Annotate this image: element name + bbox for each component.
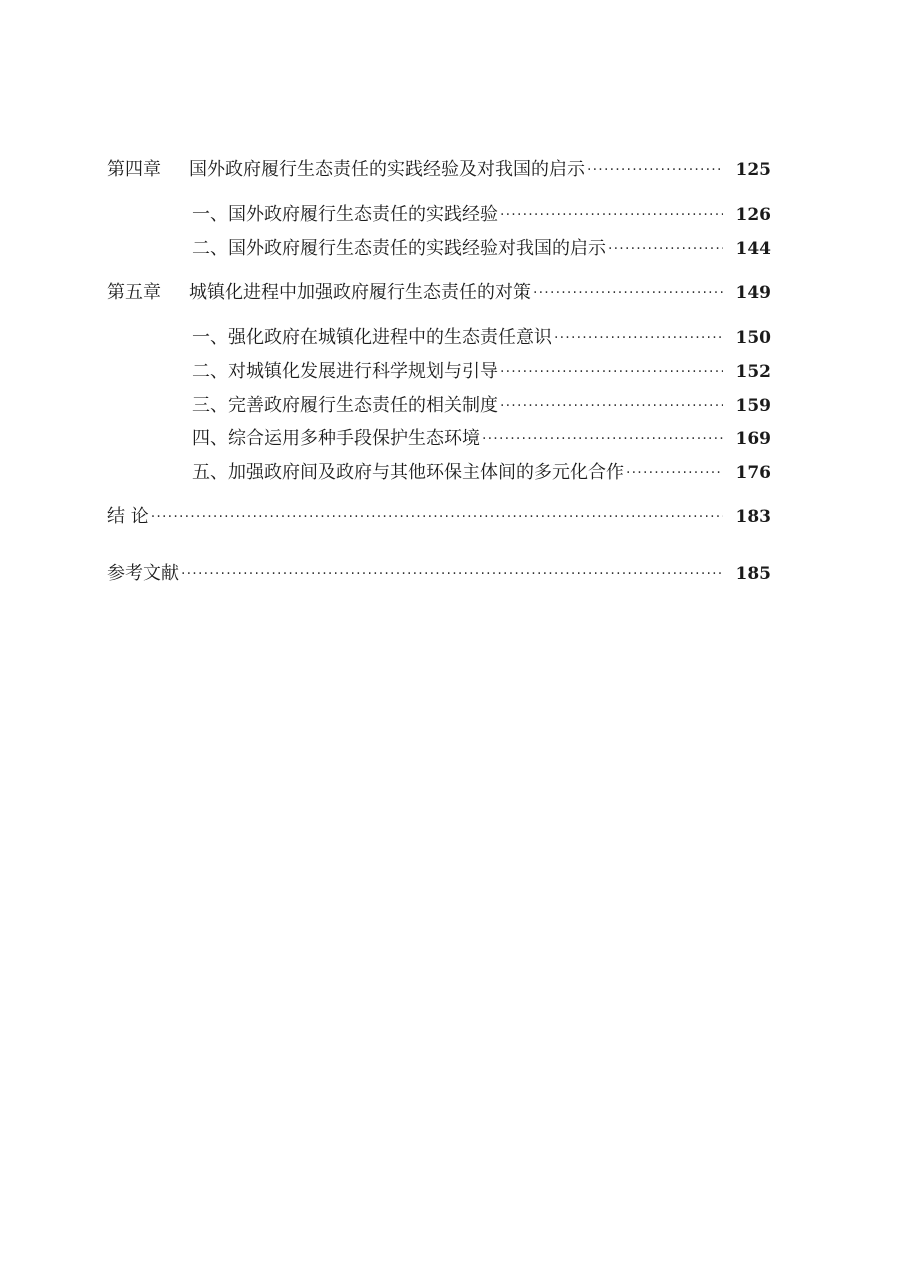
toc-entry-section[interactable] [192,426,771,452]
chapter-title: 城镇化进程中加强政府履行生态责任的对策 [189,282,531,303]
toc-entry-section[interactable] [192,236,771,262]
toc-entry-references[interactable] [107,561,771,587]
dot-leader [587,157,723,183]
toc-entry-section[interactable] [192,393,771,419]
dot-leader [500,202,723,228]
page-number: 152 [735,362,771,382]
section-title: 二、国外政府履行生态责任的实践经验对我国的启示 [192,238,606,259]
dot-leader [533,280,723,306]
toc-entry-conclusion[interactable] [107,504,771,530]
dot-leader [608,236,723,262]
section-title: 一、国外政府履行生态责任的实践经验 [192,204,498,225]
dot-leader [151,504,723,530]
toc-entry-chapter-4[interactable] [107,157,771,183]
page-number: 183 [735,507,771,527]
section-title: 五、加强政府间及政府与其他环保主体间的多元化合作 [192,462,624,483]
toc-entry-section[interactable] [192,460,771,486]
toc-entry-section[interactable] [192,359,771,385]
dot-leader [626,460,723,486]
chapter-label: 第五章 [107,282,161,303]
page-number: 176 [735,463,771,483]
page-number: 185 [735,564,771,584]
dot-leader [482,426,723,452]
section-title: 一、强化政府在城镇化进程中的生态责任意识 [192,327,552,348]
toc-entry-section[interactable] [192,325,771,351]
chapter-label: 第四章 [107,159,161,180]
page-number: 149 [735,283,771,303]
dot-leader [554,325,723,351]
dot-leader [500,359,723,385]
page-number: 144 [735,239,771,259]
page-number: 169 [735,429,771,449]
section-title: 四、综合运用多种手段保护生态环境 [192,428,480,449]
references-title: 参考文献 [107,563,179,584]
dot-leader [181,561,723,587]
chapter-title: 国外政府履行生态责任的实践经验及对我国的启示 [189,159,585,180]
toc-entry-chapter-5[interactable] [107,280,771,306]
page-number: 126 [735,205,771,225]
conclusion-title: 结 论 [107,506,149,527]
section-title: 三、完善政府履行生态责任的相关制度 [192,395,498,416]
toc-entry-section[interactable] [192,202,771,228]
section-title: 二、对城镇化发展进行科学规划与引导 [192,361,498,382]
page-number: 125 [735,160,771,180]
page-number: 159 [735,396,771,416]
page-number: 150 [735,328,771,348]
dot-leader [500,393,723,419]
